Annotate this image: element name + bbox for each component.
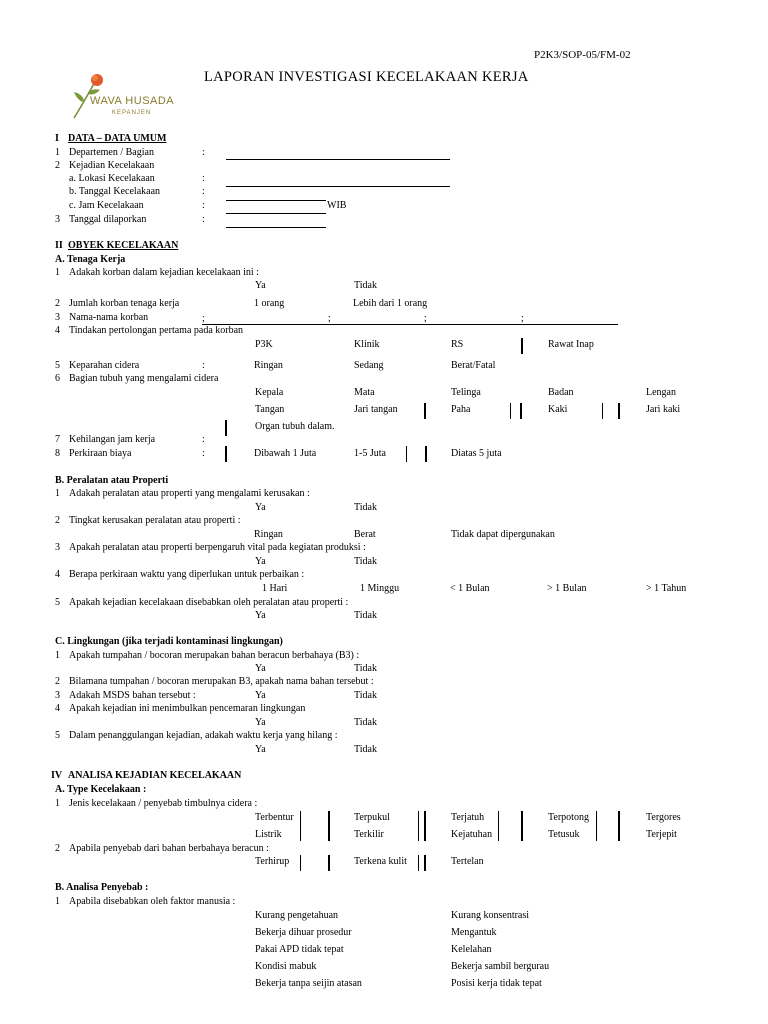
option-kelelahan[interactable]: Kelelahan — [451, 944, 492, 955]
colon: : — [202, 214, 205, 225]
option-1-orang[interactable]: 1 orang — [254, 298, 285, 309]
item-number: 3 — [55, 542, 60, 553]
question-text: Tingkat kerusakan peralatan atau properti : — [69, 515, 241, 526]
lokasi-label: a. Lokasi Kecelakaan — [69, 173, 155, 184]
question-text: Adakah peralatan atau properti yang mengalami kerusakan : — [69, 488, 310, 499]
departemen-field[interactable] — [226, 159, 450, 160]
section-1-number: I — [55, 133, 59, 144]
question-text: Dalam penanggulangan kejadian, adakah waktu kerja yang hilang : — [69, 730, 338, 741]
question-text: Berapa perkiraan waktu yang diperlukan untuk perbaikan : — [69, 569, 305, 580]
tanggal-dilaporkan-label: Tanggal dilaporkan — [69, 214, 147, 225]
item-number: 3 — [55, 690, 60, 701]
question-text: Keparahan cidera — [69, 360, 140, 371]
option-kaki[interactable]: Kaki — [548, 404, 568, 415]
checkbox-divider — [424, 403, 426, 419]
option-listrik[interactable]: Listrik — [255, 829, 282, 840]
option-terkilir[interactable]: Terkilir — [354, 829, 384, 840]
checkbox-divider — [521, 811, 523, 841]
item-number: 2 — [55, 515, 60, 526]
item-number: 2 — [55, 843, 60, 854]
item-number: 5 — [55, 730, 60, 741]
checkbox-divider — [424, 811, 426, 841]
option-sedang[interactable]: Sedang — [354, 360, 384, 371]
question-text: Bagian tubuh yang mengalami cidera — [69, 373, 219, 384]
option-berat[interactable]: Berat — [354, 529, 376, 540]
option-kurang-1-bulan[interactable]: < 1 Bulan — [450, 583, 490, 594]
option-1-hari[interactable]: 1 Hari — [262, 583, 288, 594]
item-number: 7 — [55, 434, 60, 445]
option-mengantuk[interactable]: Mengantuk — [451, 927, 497, 938]
question-text: Adakah korban dalam kejadian kecelakaan ini : — [69, 267, 259, 278]
checkbox-divider — [424, 855, 426, 871]
option-tidak[interactable]: Tidak — [354, 744, 377, 755]
item-number: 5 — [55, 360, 60, 371]
jam-label: c. Jam Kecelakaan — [69, 200, 144, 211]
option-tidak[interactable]: Tidak — [354, 556, 377, 567]
question-text: Bilamana tumpahan / bocoran merupakan B3, apakah nama bahan tersebut : — [69, 676, 374, 687]
option-tidak[interactable]: Tidak — [354, 610, 377, 621]
question-text: Adakah MSDS bahan tersebut : — [69, 690, 196, 701]
departemen-label: Departemen / Bagian — [69, 147, 154, 158]
nama-korban-field[interactable] — [202, 324, 618, 325]
item-number: 1 — [55, 488, 60, 499]
option-tidak-dapat-dipergunakan[interactable]: Tidak dapat dipergunakan — [451, 529, 555, 540]
logo — [70, 72, 180, 122]
option-kurang-pengetahuan[interactable]: Kurang pengetahuan — [255, 910, 339, 921]
kejadian-label: Kejadian Kecelakaan — [69, 160, 155, 171]
option-dibawah-1-juta[interactable]: Dibawah 1 Juta — [254, 448, 317, 459]
option-ringan[interactable]: Ringan — [254, 360, 283, 371]
option-klinik[interactable]: Klinik — [354, 339, 380, 350]
checkbox-divider — [521, 338, 523, 354]
colon: : — [202, 173, 205, 184]
option-lebih-1-bulan[interactable]: > 1 Bulan — [547, 583, 587, 594]
option-tergores[interactable]: Tergores — [646, 812, 681, 823]
tanggal-kecelakaan-label: b. Tanggal Kecelakaan — [69, 186, 161, 197]
colon: : — [202, 147, 205, 158]
subsection-4b-title: B. Analisa Penyebab : — [55, 882, 149, 893]
option-berat-fatal[interactable]: Berat/Fatal — [451, 360, 496, 371]
option-jari-tangan[interactable]: Jari tangan — [354, 404, 398, 415]
checkbox-divider — [328, 811, 330, 841]
option-kondisi-mabuk[interactable]: Kondisi mabuk — [255, 961, 317, 972]
question-text: Apakah tumpahan / bocoran merupakan bahan beracun berbahaya (B3) : — [69, 650, 360, 661]
option-ya[interactable]: Ya — [255, 280, 266, 291]
item-number: 1 — [55, 267, 60, 278]
option-badan[interactable]: Badan — [548, 387, 574, 398]
option-lebih-1-orang[interactable]: Lebih dari 1 orang — [353, 298, 428, 309]
page-title: LAPORAN INVESTIGASI KECELAKAAN KERJA — [204, 69, 529, 85]
subsection-c-title: C. Lingkungan (jika terjadi kontaminasi lingkungan) — [55, 636, 283, 647]
option-tidak[interactable]: Tidak — [354, 717, 377, 728]
colon: : — [202, 186, 205, 197]
question-text: Tindakan pertolongan pertama pada korban — [69, 325, 244, 336]
option-ya[interactable]: Ya — [255, 717, 266, 728]
option-terbentur[interactable]: Terbentur — [255, 812, 294, 823]
option-ya[interactable]: Ya — [255, 744, 266, 755]
option-rs[interactable]: RS — [451, 339, 464, 350]
lokasi-field[interactable] — [226, 186, 450, 187]
item-number: 2 — [55, 298, 60, 309]
option-pakai-apd-tidak-tepat[interactable]: Pakai APD tidak tepat — [255, 944, 344, 955]
option-1-minggu[interactable]: 1 Minggu — [360, 583, 400, 594]
jam-field[interactable] — [226, 213, 326, 214]
checkbox-divider — [596, 811, 597, 841]
section-4-number: IV — [51, 770, 63, 781]
checkbox-divider — [618, 403, 620, 419]
section-2-number: II — [55, 240, 63, 251]
separator: ; — [202, 313, 205, 324]
item-number: 2 — [55, 676, 60, 687]
option-lebih-1-tahun[interactable]: > 1 Tahun — [646, 583, 687, 594]
option-ya[interactable]: Ya — [255, 663, 266, 674]
checkbox-divider — [225, 420, 227, 436]
option-ya[interactable]: Ya — [255, 556, 266, 567]
option-tidak[interactable]: Tidak — [354, 502, 377, 513]
checkbox-divider — [618, 811, 620, 841]
option-terkena-kulit[interactable]: Terkena kulit — [354, 856, 407, 867]
option-mata[interactable]: Mata — [354, 387, 375, 398]
option-tangan[interactable]: Tangan — [255, 404, 285, 415]
checkbox-divider — [328, 855, 330, 871]
item-number: 4 — [55, 703, 60, 714]
option-telinga[interactable]: Telinga — [451, 387, 481, 398]
checkbox-divider — [418, 811, 419, 841]
question-text: Apakah peralatan atau properti berpengaruh vital pada kegiatan produksi : — [69, 542, 366, 553]
option-posisi-kerja-tidak-tepat[interactable]: Posisi kerja tidak tepat — [451, 978, 542, 989]
option-1-5-juta[interactable]: 1-5 Juta — [354, 448, 386, 459]
checkbox-divider — [300, 855, 301, 871]
separator: ; — [328, 313, 331, 324]
checkbox-divider — [300, 811, 301, 841]
colon: : — [202, 360, 205, 371]
option-bekerja-sambil-bergurau[interactable]: Bekerja sambil bergurau — [451, 961, 550, 972]
option-tertelan[interactable]: Tertelan — [451, 856, 484, 867]
item-number: 1 — [55, 896, 60, 907]
option-ya[interactable]: Ya — [255, 690, 266, 701]
option-bekerja-diluar-prosedur[interactable]: Bekerja dihuar prosedur — [255, 927, 352, 938]
logo-sub: KEPANJEN — [112, 110, 152, 116]
item-number: 4 — [55, 325, 60, 336]
checkbox-divider — [406, 446, 407, 462]
checkbox-divider — [425, 446, 427, 462]
question-text: Jenis kecelakaan / penyebab timbulnya cidera : — [69, 798, 258, 809]
item-number: 4 — [55, 569, 60, 580]
item-number: 6 — [55, 373, 60, 384]
item-number: 2 — [55, 160, 60, 171]
separator: ; — [521, 313, 524, 324]
separator: ; — [424, 313, 427, 324]
subsection-b-title: B. Peralatan atau Properti — [55, 475, 169, 486]
option-paha[interactable]: Paha — [451, 404, 471, 415]
option-tetusuk[interactable]: Tetusuk — [548, 829, 580, 840]
option-terjepit[interactable]: Terjepit — [646, 829, 677, 840]
option-ya[interactable]: Ya — [255, 502, 266, 513]
option-tidak[interactable]: Tidak — [354, 280, 377, 291]
checkbox-divider — [520, 403, 522, 419]
item-number: 1 — [55, 650, 60, 661]
option-lengan[interactable]: Lengan — [646, 387, 676, 398]
subsection-a-title: A. Tenaga Kerja — [55, 254, 126, 265]
section-2-title: OBYEK KECELAKAAN — [68, 240, 179, 251]
option-jari-kaki[interactable]: Jari kaki — [646, 404, 681, 415]
question-text: Nama-nama korban — [69, 312, 149, 323]
item-number: 3 — [55, 214, 60, 225]
colon: : — [202, 434, 205, 445]
checkbox-divider — [498, 811, 499, 841]
question-text: Perkiraan biaya — [69, 448, 132, 459]
logo-name: WAVA HUSADA — [90, 95, 175, 107]
item-number: 1 — [55, 147, 60, 158]
option-terpotong[interactable]: Terpotong — [548, 812, 589, 823]
item-number: 3 — [55, 312, 60, 323]
option-p3k[interactable]: P3K — [255, 339, 273, 350]
section-1-title: DATA – DATA UMUM — [68, 133, 167, 144]
option-ya[interactable]: Ya — [255, 610, 266, 621]
item-number: 8 — [55, 448, 60, 459]
colon: : — [202, 448, 205, 459]
option-terjatuh[interactable]: Terjatuh — [451, 812, 485, 823]
option-diatas-5-juta[interactable]: Diatas 5 juta — [451, 448, 502, 459]
checkbox-divider — [418, 855, 419, 871]
question-text: Kehilangan jam kerja — [69, 434, 156, 445]
tanggal-kecelakaan-field[interactable] — [226, 200, 326, 201]
subsection-4a-title: A. Type Kecelakaan : — [55, 784, 147, 795]
option-tidak[interactable]: Tidak — [354, 663, 377, 674]
option-organ-tubuh-dalam[interactable]: Organ tubuh dalam. — [255, 421, 335, 432]
question-text: Jumlah korban tenaga kerja — [69, 298, 180, 309]
tanggal-dilaporkan-field[interactable] — [226, 227, 326, 228]
option-bekerja-tanpa-seijin-atasan[interactable]: Bekerja tanpa seijin atasan — [255, 978, 362, 989]
checkbox-divider — [510, 403, 511, 419]
question-text: Apabila disebabkan oleh faktor manusia : — [69, 896, 236, 907]
question-text: Apabila penyebab dari bahan berbahaya beracun : — [69, 843, 269, 854]
option-kepala[interactable]: Kepala — [255, 387, 284, 398]
option-terpukul[interactable]: Terpukul — [354, 812, 390, 823]
item-number: 5 — [55, 597, 60, 608]
form-code: P2K3/SOP-05/FM-02 — [534, 49, 631, 61]
question-text: Apakah kejadian kecelakaan disebabkan oleh peralatan atau properti : — [69, 597, 349, 608]
question-text: Apakah kejadian ini menimbulkan pencemaran lingkungan — [69, 703, 306, 714]
option-rawat-inap[interactable]: Rawat Inap — [548, 339, 594, 350]
checkbox-divider — [602, 403, 603, 419]
option-tidak[interactable]: Tidak — [354, 690, 377, 701]
wib-unit: WIB — [327, 200, 347, 211]
option-ringan[interactable]: Ringan — [254, 529, 283, 540]
option-kejatuhan[interactable]: Kejatuhan — [451, 829, 493, 840]
colon: : — [202, 200, 205, 211]
checkbox-divider — [225, 446, 227, 462]
option-terhirup[interactable]: Terhirup — [255, 856, 290, 867]
option-kurang-konsentrasi[interactable]: Kurang konsentrasi — [451, 910, 530, 921]
section-4-title: ANALISA KEJADIAN KECELAKAAN — [68, 770, 242, 781]
item-number: 1 — [55, 798, 60, 809]
